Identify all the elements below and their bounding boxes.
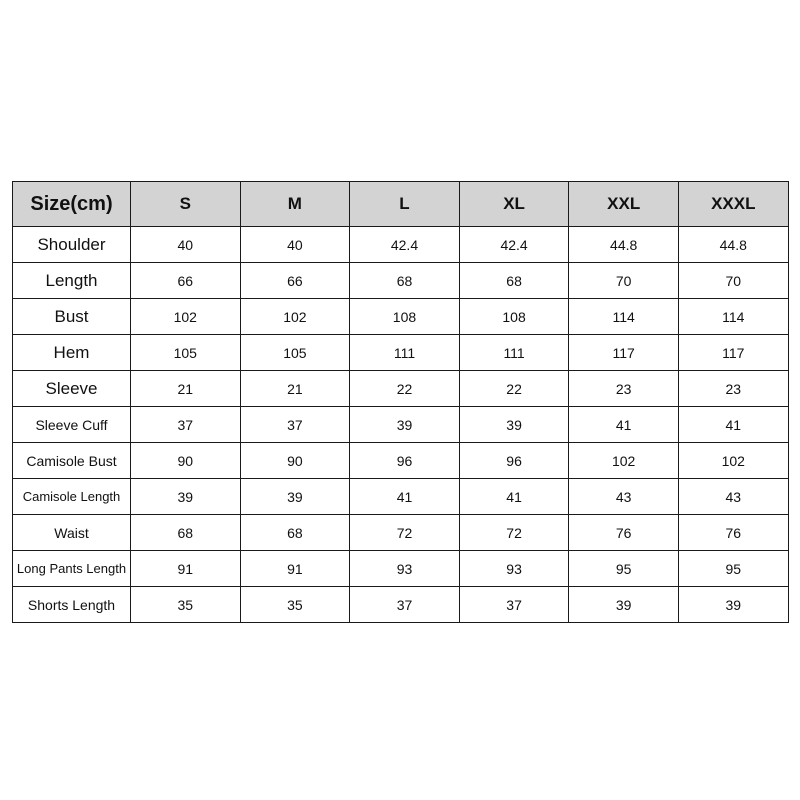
measure-value: 96 <box>459 443 569 479</box>
measure-value: 111 <box>350 335 460 371</box>
measure-value: 40 <box>240 227 350 263</box>
measure-value: 68 <box>131 515 241 551</box>
size-column-header-s: S <box>131 182 241 227</box>
measure-value: 40 <box>131 227 241 263</box>
measure-value: 39 <box>459 407 569 443</box>
measure-value: 39 <box>569 587 679 623</box>
table-row <box>13 443 789 479</box>
measure-value: 93 <box>459 551 569 587</box>
measure-value: 117 <box>569 335 679 371</box>
measure-value: 111 <box>459 335 569 371</box>
measure-value: 39 <box>350 407 460 443</box>
measure-value: 35 <box>240 587 350 623</box>
measure-value: 90 <box>240 443 350 479</box>
measure-value: 43 <box>569 479 679 515</box>
measure-value: 22 <box>350 371 460 407</box>
table-body <box>13 227 789 623</box>
measure-value: 95 <box>569 551 679 587</box>
measure-value: 102 <box>131 299 241 335</box>
measure-value: 76 <box>678 515 788 551</box>
measure-label: Sleeve Cuff <box>13 407 131 443</box>
measure-value: 114 <box>569 299 679 335</box>
measure-label: Sleeve <box>13 371 131 407</box>
measure-value: 43 <box>678 479 788 515</box>
measure-value: 37 <box>131 407 241 443</box>
measure-value: 39 <box>240 479 350 515</box>
size-column-header-xxxl: XXXL <box>678 182 788 227</box>
measure-value: 37 <box>459 587 569 623</box>
measure-value: 117 <box>678 335 788 371</box>
measure-value: 44.8 <box>569 227 679 263</box>
measure-value: 23 <box>569 371 679 407</box>
measure-value: 108 <box>350 299 460 335</box>
size-unit-label: Size(cm) <box>13 182 131 227</box>
measure-value: 21 <box>240 371 350 407</box>
measure-value: 44.8 <box>678 227 788 263</box>
table-row <box>13 299 789 335</box>
measure-value: 70 <box>678 263 788 299</box>
measure-label: Length <box>13 263 131 299</box>
measure-value: 39 <box>678 587 788 623</box>
measure-value: 72 <box>459 515 569 551</box>
measure-label: Camisole Bust <box>13 443 131 479</box>
measure-value: 90 <box>131 443 241 479</box>
measure-value: 39 <box>131 479 241 515</box>
measure-value: 21 <box>131 371 241 407</box>
measure-value: 37 <box>350 587 460 623</box>
measure-value: 93 <box>350 551 460 587</box>
measure-label: Camisole Length <box>13 479 131 515</box>
table-row <box>13 227 789 263</box>
measure-label: Shorts Length <box>13 587 131 623</box>
measure-label: Long Pants Length <box>13 551 131 587</box>
table-row <box>13 479 789 515</box>
table-row <box>13 515 789 551</box>
measure-value: 102 <box>240 299 350 335</box>
size-column-header-xxl: XXL <box>569 182 679 227</box>
measure-value: 66 <box>131 263 241 299</box>
measure-value: 68 <box>350 263 460 299</box>
size-chart-table <box>12 181 789 623</box>
measure-value: 102 <box>678 443 788 479</box>
measure-value: 66 <box>240 263 350 299</box>
measure-value: 42.4 <box>350 227 460 263</box>
measure-value: 114 <box>678 299 788 335</box>
table-row <box>13 371 789 407</box>
measure-value: 41 <box>350 479 460 515</box>
measure-value: 68 <box>459 263 569 299</box>
measure-value: 76 <box>569 515 679 551</box>
measure-value: 23 <box>678 371 788 407</box>
measure-label: Bust <box>13 299 131 335</box>
measure-value: 72 <box>350 515 460 551</box>
measure-value: 68 <box>240 515 350 551</box>
measure-label: Waist <box>13 515 131 551</box>
table-row <box>13 587 789 623</box>
measure-value: 41 <box>459 479 569 515</box>
measure-value: 70 <box>569 263 679 299</box>
measure-value: 91 <box>131 551 241 587</box>
measure-value: 41 <box>569 407 679 443</box>
measure-value: 22 <box>459 371 569 407</box>
size-chart-container <box>12 181 788 623</box>
table-row <box>13 407 789 443</box>
measure-label: Hem <box>13 335 131 371</box>
table-row <box>13 551 789 587</box>
measure-value: 108 <box>459 299 569 335</box>
table-header <box>13 182 789 227</box>
measure-value: 41 <box>678 407 788 443</box>
size-column-header-l: L <box>350 182 460 227</box>
header-row <box>13 182 789 227</box>
size-column-header-m: M <box>240 182 350 227</box>
measure-value: 95 <box>678 551 788 587</box>
measure-value: 91 <box>240 551 350 587</box>
measure-label: Shoulder <box>13 227 131 263</box>
measure-value: 35 <box>131 587 241 623</box>
measure-value: 96 <box>350 443 460 479</box>
measure-value: 37 <box>240 407 350 443</box>
size-column-header-xl: XL <box>459 182 569 227</box>
table-row <box>13 263 789 299</box>
table-row <box>13 335 789 371</box>
measure-value: 42.4 <box>459 227 569 263</box>
measure-value: 105 <box>240 335 350 371</box>
measure-value: 105 <box>131 335 241 371</box>
measure-value: 102 <box>569 443 679 479</box>
